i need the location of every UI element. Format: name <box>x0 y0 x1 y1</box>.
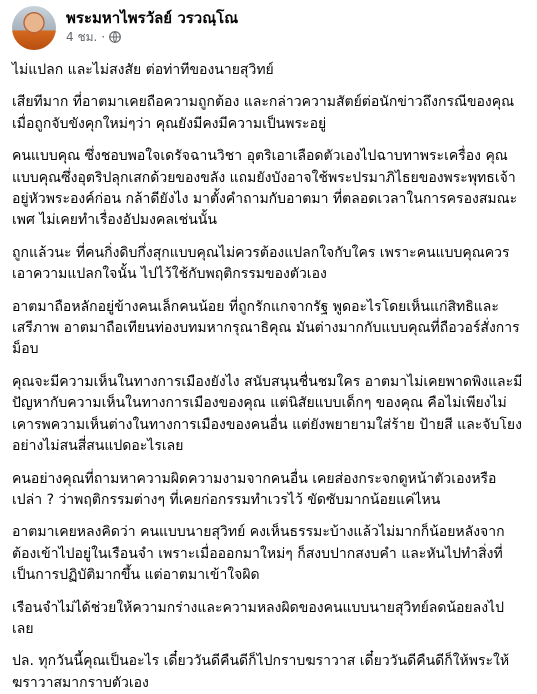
post-paragraph-6: คุณจะมีความเห็นในทางการเมืองยังไง สนับสนุนชื่นชมใคร อาตมาไม่เคยพาดพิงและมีปัญหากับความเห็นในทางการเมืองของคุณ แต่นิสัยแบบเด็กๆ ของคุณ คือไม่เพียงไม่เคารพความเห็นต่างในทางการเมืองของคนอื่น แต่ยังพยายามใส่ร้าย ป้ายสี และจับโยงอย่างไม่สนสี่สนแปดอะไรเลย <box>12 373 523 455</box>
post-header <box>12 0 525 58</box>
post-paragraph-7: คนอย่างคุณที่ถามหาความผิดความงามจากคนอื่น เคยส่องกระจกดูหน้าตัวเองหรือเปล่า ? ว่าพฤติกรรมต่างๆ ที่เคยก่อกรรมทำเวรไว้ ขัดซับมากน้อยแค่ไหน <box>12 470 497 508</box>
post-paragraph-10: ปล. ทุกวันนี้คุณเป็นอะไร เดี๋ยววันดีคืนดีก็ไปกราบฆราวาส เดี๋ยววันดีคืนดีก็ให้พระให้ฆราวาสมากราบตัวเอง <box>12 653 510 691</box>
post-paragraph-3: คนแบบคุณ ซึ่งชอบพอใจเดรัจฉานวิชา อุตริเอาเลือดตัวเองไปฉาบทาพระเครื่อง คุณแบบคุณซึ่งอุตริปลุกเสกด้วยของขลัง แถมยังบังอาจใช้พระปรมาภิไธยของพระพุทธเจ้าอยู่หัวพระองค์ก่อน กล้าดียังไง มาตั้งคำถามกับอาตมา ที่ตลอดเวลาในการครองสมณะเพศ ไม่เคยทำเรื่องอัปมงคลเช่นนั้น <box>12 148 518 229</box>
post-paragraph-9: เรือนจำไม่ได้ช่วยให้ความกร่างและความหลงผิดของคนแบบนายสุวิทย์ลดน้อยลงไปเลย <box>12 599 504 637</box>
separator-dot: · <box>101 30 106 44</box>
globe-icon[interactable] <box>109 31 121 43</box>
post-timestamp[interactable]: 4 ชม. <box>66 30 98 44</box>
post-paragraph-5: อาตมาถือหลักอยู่ข้างคนเล็กคนน้อย ที่ถูกรักแกจากรัฐ พูดอะไรโดยเห็นแก่สิทธิและเสรีภาพ อาตมาถือเทียนท่องบทมหากรุณาธิคุณ มันต่างมากกับแบบคุณที่ถือวอร์สั่งการม็อบ <box>12 298 520 358</box>
post-meta <box>66 6 238 45</box>
avatar[interactable] <box>12 6 56 50</box>
post-paragraph-4: ถูกแล้วนะ ที่คนกิ่งดิบกึ่งสุกแบบคุณไม่ควรต้องแปลกใจกับใคร เพราะคนแบบคุณควรเอาความแปลกใจนั้น ไปไว้ใช้กับพฤติกรรมของตัวเอง <box>12 244 510 283</box>
post-body <box>12 58 525 694</box>
post-paragraph-8: อาตมาเคยหลงคิดว่า คนแบบนายสุวิทย์ คงเห็นธรรมะบ้างแล้วไม่มากก็น้อยหลังจากต้องเข้าไปอยู่ในเรือนจำ เพราะเมื่อออกมาใหม่ๆ ก็สงบปากสงบคำ และหันไปทำสิ่งที่เป็นการปฏิบัติมากขึ้น แต่อาตมาเข้าใจผิด <box>12 524 505 584</box>
post-subline <box>66 29 238 45</box>
author-name[interactable]: พระมหาไพรวัลย์ วรวณฺโณ <box>66 9 239 27</box>
post-paragraph-1: ไม่แปลก และไม่สงสัย ต่อท่าทีของนายสุวิทย์ <box>12 62 274 78</box>
post-paragraph-2: เสียทีมาก ที่อาตมาเคยถือความถูกต้อง และกล่าวความสัตย์ต่อนักข่าวถึงกรณีของคุณเมื่อถูกจับขังคุกใหม่ๆว่า คุณยังมีคงมีความเป็นพระอยู่ <box>12 94 515 132</box>
